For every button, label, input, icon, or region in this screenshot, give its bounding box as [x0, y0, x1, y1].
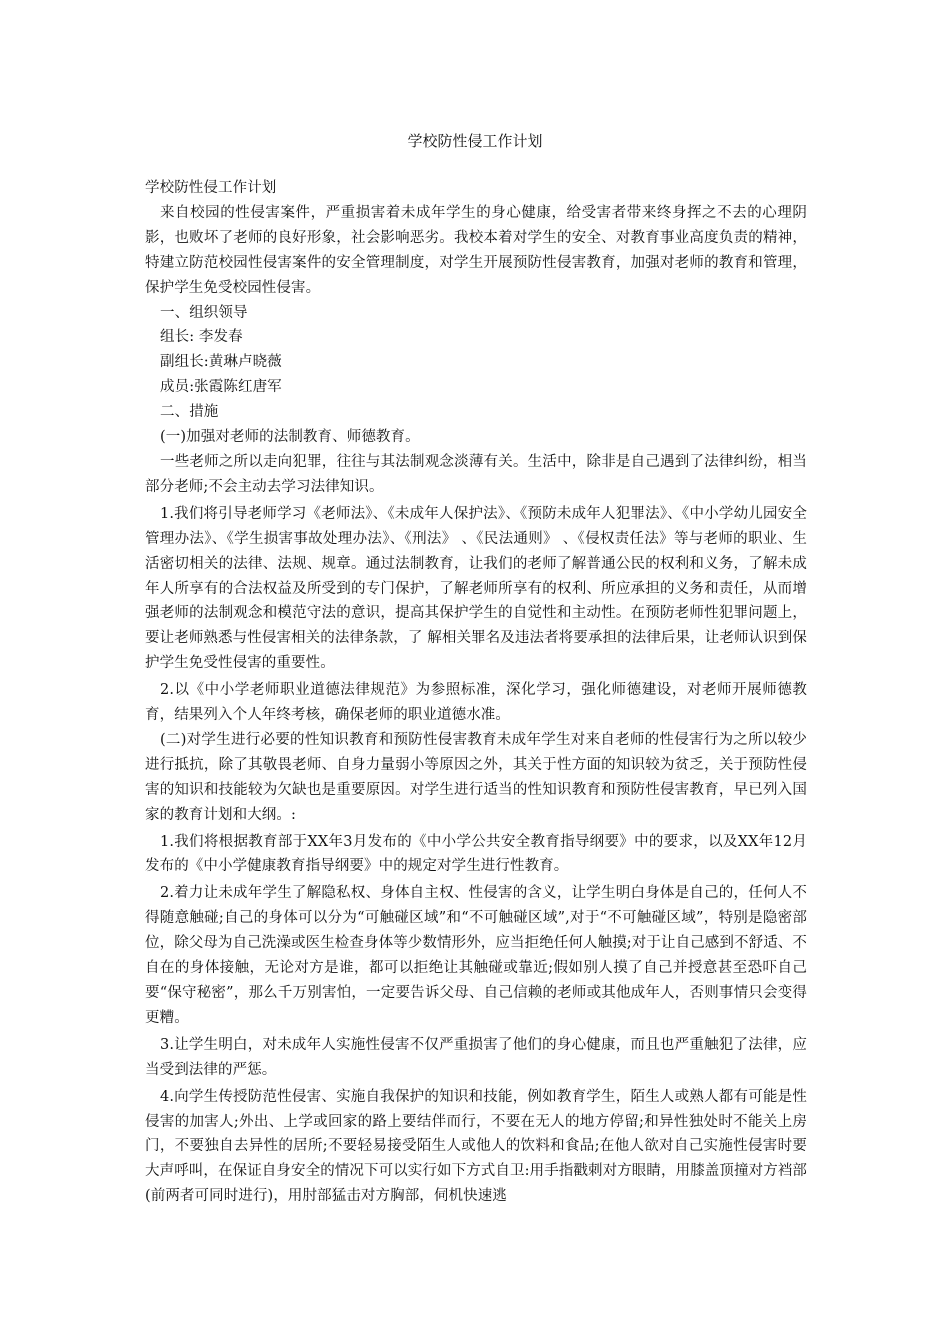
paragraph: 副组长:黄琳卢晓薇: [160, 354, 282, 371]
paragraph: 1.我们将根据教育部于XX年3月发布的《中小学公共安全教育指导纲要》中的要求，以及XX年12月发布的《中小学健康教育指导纲要》中的规定对学生进行性教育。: [145, 833, 807, 875]
paragraph: 一些老师之所以走向犯罪，往往与其法制观念淡薄有关。生活中，除非是自己遇到了法律纠纷，相当部分老师;不会主动去学习法律知识。: [145, 453, 807, 495]
paragraph: 组长: 李发春: [160, 329, 243, 346]
paragraph: 3.让学生明白，对未成年人实施性侵害不仅严重损害了他们的身心健康，而且也严重触犯了法律，应当受到法律的严惩。: [145, 1036, 807, 1078]
paragraph: 一、组织领导: [160, 304, 248, 321]
paragraph: 2.着力让未成年学生了解隐私权、身体自主权、性侵害的含义，让学生明白身体是自己的，任何人不得随意触碰;自己的身体可以分为“可触碰区域”和“不可触碰区域”,对于“不可触碰区域”，特别是隐密部位，除父母为自己洗澡或医生检查身体等少数情形外，应当拒绝任何人触摸;对于让自己感到不舒适、不自在的身体接触，无论对方是谁，都可以拒绝让其触碰或靠近;假如别人摸了自己并授意甚至恐吓自己要“保守秘密”，那么千万别害怕，一定要告诉父母、自己信赖的老师或其他成年人，否则事情只会变得更糟。: [145, 885, 807, 1026]
paragraph: 4.向学生传授防范性侵害、实施自我保护的知识和技能，例如教育学生，陌生人或熟人都有可能是性侵害的加害人;外出、上学或回家的路上要结伴而行，不要在无人的地方停留;和异性独处时不能关上房门，不要独自去异性的居所;不要轻易接受陌生人或他人的饮料和食品;在他人欲对自己实施性侵害时要大声呼叫，在保证自身安全的情况下可以实行如下方式自卫:用手指戳刺对方眼睛，用膝盖顶撞对方裆部(前两者可同时进行)，用肘部猛击对方胸部，伺机快速逃: [145, 1088, 807, 1205]
page-title: 学校防性侵工作计划: [407, 132, 543, 150]
paragraph: (二)对学生进行必要的性知识教育和预防性侵害教育未成年学生对来自老师的性侵害行为之所以较少进行抵抗，除了其敬畏老师、自身力量弱小等原因之外，其关于性方面的知识较为贫乏，关于预防性侵害的知识和技能较为欠缺也是重要原因。对学生进行适当的性知识教育和预防性侵害教育，早已列入国家的教育计划和大纲。:: [145, 731, 807, 823]
paragraph: 二、措施: [160, 404, 219, 421]
paragraph: 成员:张霞陈红唐军: [160, 379, 282, 396]
paragraph: (一)加强对老师的法制教育、师德教育。: [160, 429, 420, 446]
paragraph: 2.以《中小学老师职业道德法律规范》为参照标准，深化学习，强化师德建设，对老师开展师德教育，结果列入个人年终考核，确保老师的职业道德水准。: [145, 682, 807, 724]
paragraph: 1.我们将引导老师学习《老师法》、《未成年人保护法》、《预防未成年人犯罪法》、《中小学幼儿园安全管理办法》、《学生损害事故处理办法》、《刑法》 、《民法通则》 、《侵权责任法》等与老师的职业、生活密切相关的法律、法规、规章。通过法制教育，让我们的老师了解普通公民的权利和义务，了解未成年人所享有的合法权益及所受到的专门保护，了解老师所享有的权利、所应承担的义务和责任，从而增强老师的法制观念和模范守法的意识，提高其保护学生的自觉性和主动性。在预防老师性犯罪问题上，要让老师熟悉与性侵害相关的法律条款，了 解相关罪名及违法者将要承担的法律后果，让老师认识到保护学生免受性侵害的重要性。: [145, 505, 807, 672]
paragraph: 学校防性侵工作计划: [145, 180, 277, 196]
paragraph: 来自校园的性侵害案件，严重损害着未成年学生的身心健康，给受害者带来终身挥之不去的心理阴影，也败坏了老师的良好形象，社会影响恶劣。我校本着对学生的安全、对教育事业高度负责的精神，特建立防范校园性侵害案件的安全管理制度，对学生开展预防性侵害教育，加强对老师的教育和管理，保护学生免受校园性侵害。: [145, 204, 807, 296]
document-body: [145, 176, 807, 1209]
